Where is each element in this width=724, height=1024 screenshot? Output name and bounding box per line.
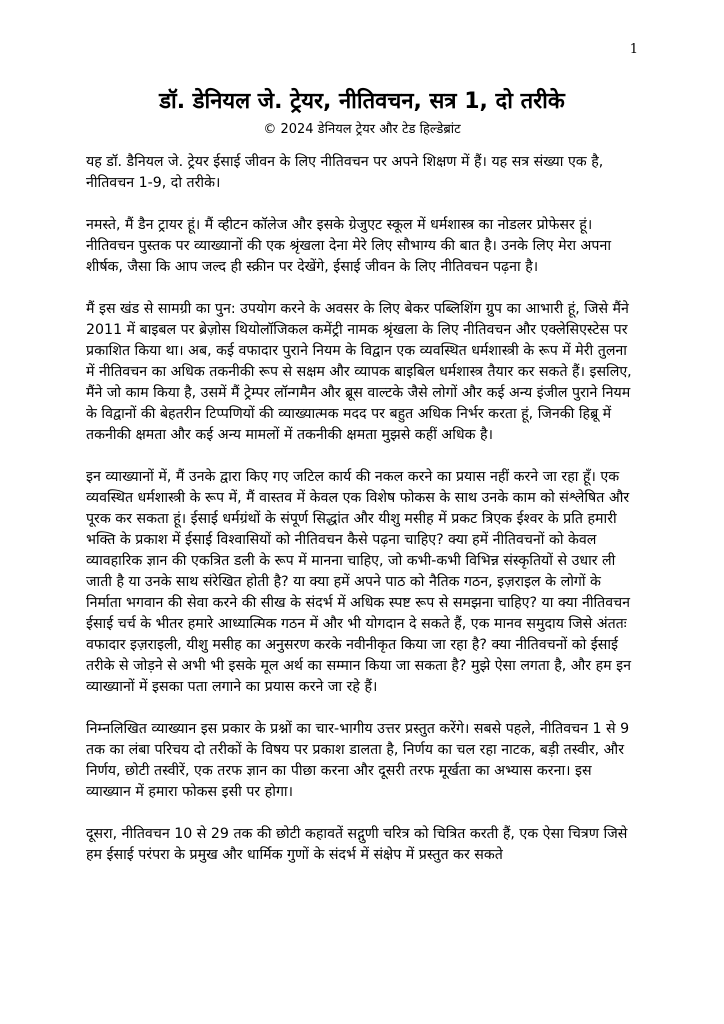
document-title: डॉ. डेनियल जे. ट्रेयर, नीतिवचन, सत्र 1, दो तरीके [159, 89, 565, 114]
paragraph-outline-second: दूसरा, नीतिवचन 10 से 29 तक की छोटी कहावतें सद्गुणी चरित्र को चित्रित करती हैं, एक ऐसा चित्रण जिसे हम ईसाई परंपरा के प्रमुख और धार्मिक गुणों के संदर्भ में संक्षेप में प्रस्तुत कर सकते [86, 826, 628, 863]
paragraph-intro: यह डॉ. डैनियल जे. ट्रेयर ईसाई जीवन के लिए नीतिवचन पर अपने शिक्षण में हैं। यह सत्र संख्या एक है, नीतिवचन 1-9, दो तरीके। [86, 154, 604, 191]
paragraph-acknowledgement: मैं इस खंड से सामग्री का पुन: उपयोग करने के अवसर के लिए बेकर पब्लिशिंग ग्रुप का आभारी हूं, जिसे मैंने 2011 में बाइबल पर ब्रेज़ोस थियोलॉजिकल कमेंट्री नामक श्रृंखला के लिए नीतिवचन और एक्लेसिएस्टेस पर प्रकाशित किया था। अब, कई वफादार पुराने नियम के विद्वान एक व्यवस्थित धर्मशास्त्री के रूप में मेरी तुलना में नीतिवचन का अधिक तकनीकी रूप से सक्षम और व्यापक बाइबिल धर्मशास्त्र तैयार कर सकते हैं। इसलिए, मैंने जो काम किया है, उसमें मैं ट्रेम्पर लॉन्गमैन और ब्रूस वाल्टके जैसे लोगों और कई अन्य इंजील पुराने नियम के विद्वानों की बेहतरीन टिप्पणियों की व्याख्यात्मक मदद पर बहुत अधिक निर्भर करता हूं, जिनकी हिब्रू में तकनीकी क्षमता और कई अन्य मामलों में तकनीकी क्षमता मुझसे कहीं अधिक है। [86, 301, 632, 443]
paragraph-outline-first: निम्नलिखित व्याख्यान इस प्रकार के प्रश्नों का चार-भागीय उत्तर प्रस्तुत करेंगे। सबसे पहले, नीतिवचन 1 से 9 तक का लंबा परिचय दो तरीकों के विषय पर प्रकाश डालता है, निर्णय का चल रहा नाटक, बड़ी तस्वीर, और निर्णय, छोटी तस्वीरें, एक तरफ ज्ञान का पीछा करना और दूसरी तरफ मूर्खता का अभ्यास करना। इस व्याख्यान में हमारा फोकस इसी पर होगा। [86, 721, 630, 800]
document-body [86, 152, 638, 982]
page-number: 1 [629, 42, 638, 57]
paragraph-lecture-approach: इन व्याख्यानों में, मैं उनके द्वारा किए गए जटिल कार्य की नकल करने का प्रयास नहीं करने जा रहा हूँ। एक व्यवस्थित धर्मशास्त्री के रूप में, मैं वास्तव में केवल एक विशेष फोकस के साथ उनके काम को संश्लेषित और पूरक कर सकता हूं। ईसाई धर्मग्रंथों के संपूर्ण सिद्धांत और यीशु मसीह में प्रकट त्रिएक ईश्वर के प्रति हमारी भक्ति के प्रकाश में ईसाई विश्वासियों को नीतिवचन कैसे पढ़ना चाहिए? क्या हमें नीतिवचनों को केवल व्यावहारिक ज्ञान की एकत्रित डली के रूप में मानना चाहिए, जो कभी-कभी विभिन्न संस्कृतियों से उधार ली जाती है या उनके साथ संरेखित होती है? या क्या हमें अपने पाठ को नैतिक गठन, इज़राइल के लोगों के निर्माता भगवान की सेवा करने की सीख के संदर्भ में अधिक स्पष्ट रूप से समझना चाहिए? या क्या नीतिवचन ईसाई चर्च के भीतर हमारे आध्यात्मिक गठन में और भी योगदान दे सकते हैं, एक मानव समुदाय जिसे अंततः वफादार इज़राइली, यीशु मसीह का अनुसरण करके नवीनीकृत किया जा रहा है? क्या नीतिवचनों को ईसाई तरीके से जोड़ने से अभी भी इसके मूल अर्थ का सम्मान किया जा सकता है? मुझे ऐसा लगता है, और हम इन व्याख्यानों में इसका पता लगाने का प्रयास करने जा रहे हैं। [86, 469, 631, 695]
paragraph-greeting: नमस्ते, मैं डैन ट्रायर हूं। मैं व्हीटन कॉलेज और इसके ग्रेजुएट स्कूल में धर्मशास्त्र का नोडलर प्रोफेसर हूं। नीतिवचन पुस्तक पर व्याख्यानों की एक श्रृंखला देना मेरे लिए सौभाग्य की बात है। उनके लिए मेरा अपना शीर्षक, जैसा कि आप जल्द ही स्क्रीन पर देखेंगे, ईसाई जीवन के लिए नीतिवचन पढ़ना है। [86, 217, 612, 275]
copyright-line: © 2024 डेनियल ट्रेयर और टेड हिल्डेब्रांट [263, 122, 461, 137]
